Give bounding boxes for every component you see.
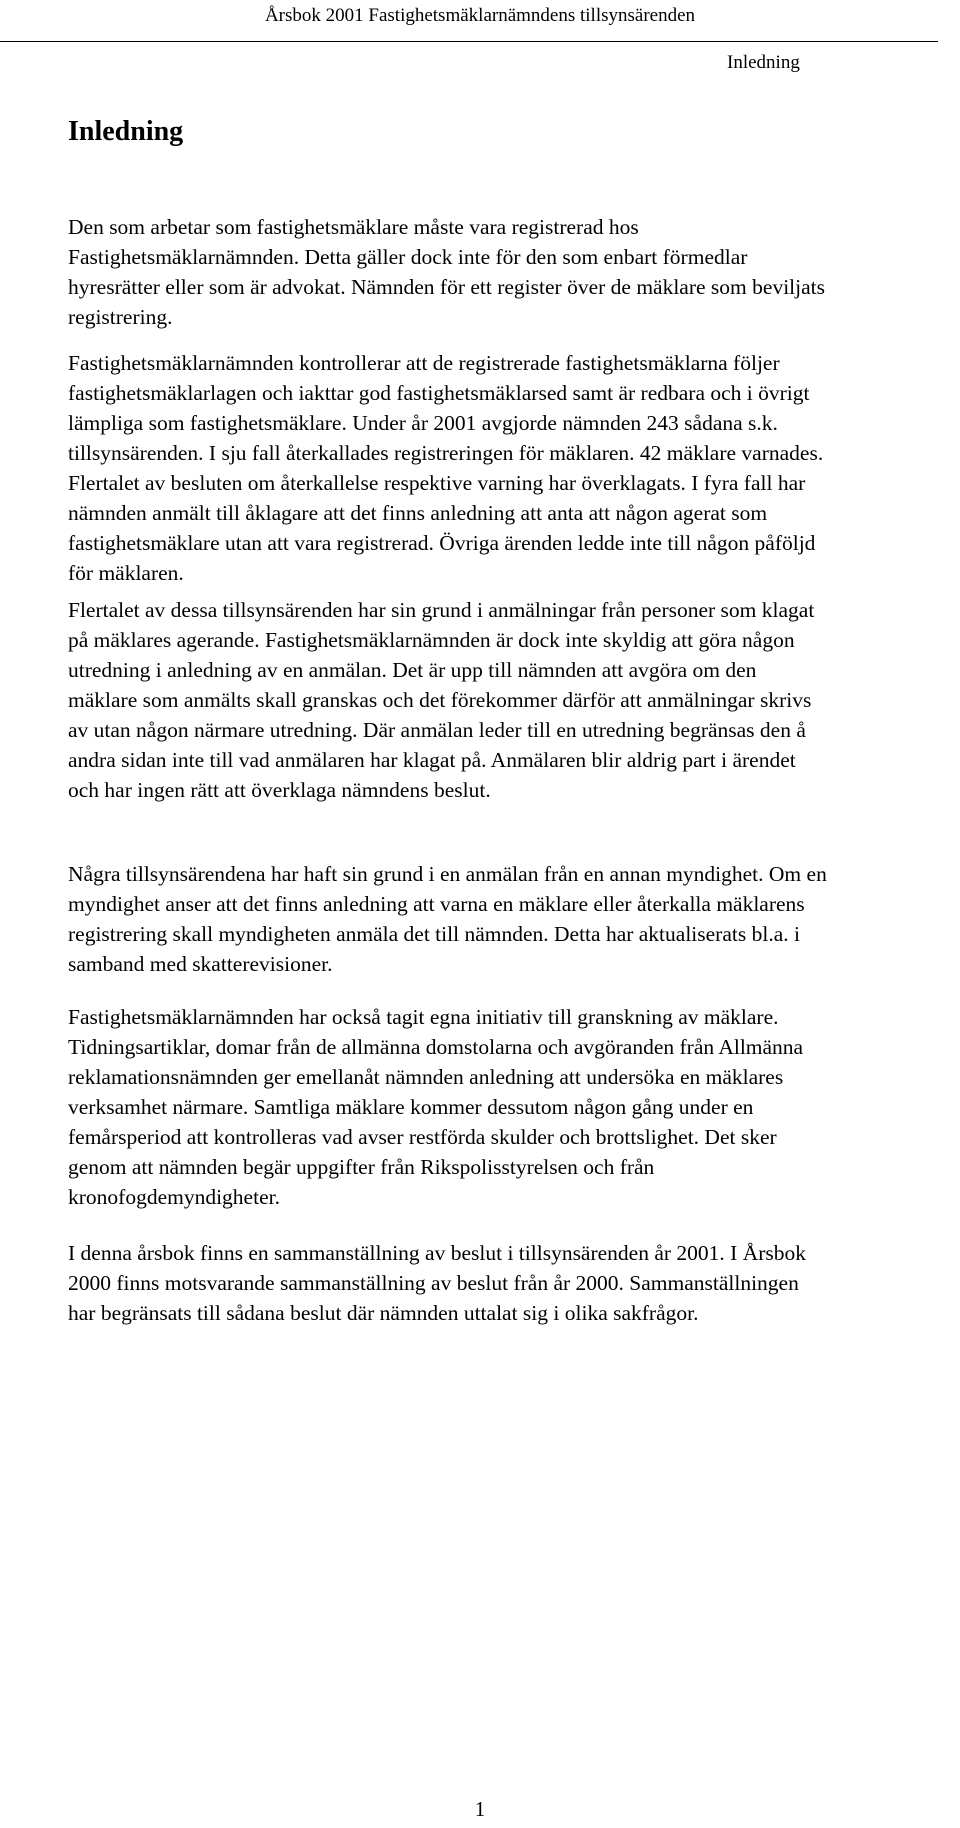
paragraph-other-authorities: Några tillsynsärendena har haft sin grund i en anmälan från en annan myndighet. Om en myndighet anser att det finns anledning att varna en mäklare eller återkalla mäklarens registrering skall myndigheten anmäla det till nämnden. Detta har aktualiserats bl.a. i samband med skatterevisioner. [68,862,827,976]
page-number: 1 [474,1797,486,1821]
paragraph-complaints: Flertalet av dessa tillsynsärenden har sin grund i anmälningar från personer som klagat på mäklares agerande. Fastighetsmäklarnämnden är dock inte skyldig att göra någon utredning i anledning av en anmälan. Det är upp till nämnden att avgöra om den mäklare som anmälts skall granskas och det förekommer därför att anmälningar skrivs av utan någon närmare utredning. Där anmälan leder till en utredning begränsas den å andra sidan inte till vad anmälaren har klagat på. Anmälaren blir aldrig part i ärendet och har ingen rätt att överklaga nämndens beslut. [68,598,815,802]
section-label: Inledning [727,52,800,73]
paragraph-registration: Den som arbetar som fastighetsmäklare måste vara registrerad hos Fastighetsmäklarnämnden. Detta gäller dock inte för den som enbart förmedlar hyresrätter eller som är advokat. Nämnden för ett register över de mäklare som beviljats registrering. [68,215,825,329]
paragraph-own-initiatives: Fastighetsmäklarnämnden har också tagit egna initiativ till granskning av mäklare. Tidningsartiklar, domar från de allmänna domstolarna och avgöranden från Allmänna reklamationsnämnden ger emellanåt nämnden anledning att undersöka en mäklares verksamhet närmare. Samtliga mäklare kommer dessutom någon gång under en femårsperiod att kontrolleras vad avser restförda skulder och brottslighet. Det sker genom att nämnden begär uppgifter från Rikspolisstyrelsen och från kronofogdemyndigheter. [68,1005,804,1209]
paragraph-yearbook-summary: I denna årsbok finns en sammanställning av beslut i tillsynsärenden år 2001. I Årsbok 2000 finns motsvarande sammanställning av beslut från år 2000. Sammanställningen har begränsats till sådana beslut där nämnden uttalat sig i olika sakfrågor. [68,1241,807,1325]
header-rule [0,41,938,42]
paragraph-supervision: Fastighetsmäklarnämnden kontrollerar att de registrerade fastighetsmäklarna följer fastighetsmäklarlagen och iakttar god fastighetsmäklarsed samt är redbara och i övrigt lämpliga som fastighetsmäklare. Under år 2001 avgjorde nämnden 243 sådana s.k. tillsynsärenden. I sju fall återkallades registreringen för mäklaren. 42 mäklare varnades. Flertalet av besluten om återkallelse respektive varning har överklagats. I fyra fall har nämnden anmält till åklagare att det finns anledning att anta att någon agerat som fastighetsmäklare utan att vara registrerad. Övriga ärenden ledde inte till någon påföljd för mäklaren. [68,351,824,585]
page-title: Inledning [68,116,184,147]
running-header: Årsbok 2001 Fastighetsmäklarnämndens tillsynsärenden [264,5,696,26]
